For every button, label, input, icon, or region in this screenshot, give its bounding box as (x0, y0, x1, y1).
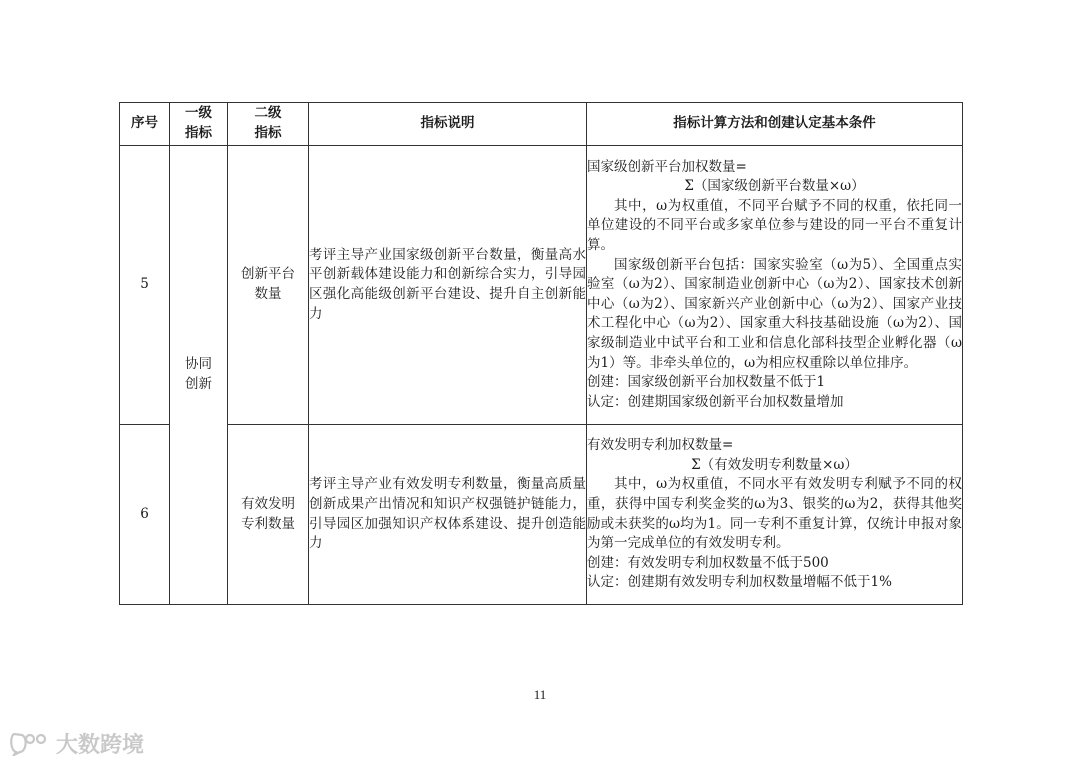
confirm-condition: 认定：创建期有效发明专利加权数量增幅不低于1% (587, 574, 892, 591)
level1-group-cell (170, 146, 228, 605)
header-level1-line1: 一级 (185, 105, 212, 122)
level1-group-line2: 创新 (185, 376, 212, 392)
watermark (8, 728, 144, 758)
create-condition: 创建：国家级创新平台加权数量不低于1 (587, 374, 826, 391)
table-header-row (120, 103, 963, 146)
table-row (120, 146, 963, 425)
formula-title: 国家级创新平台加权数量= (587, 158, 747, 175)
calculation-cell (587, 425, 963, 605)
formula: Σ（国家级创新平台数量×ω） (684, 178, 865, 195)
page-number: 11 (533, 687, 547, 702)
description-cell: 考评主导产业国家级创新平台数量，衡量高水平创新载体建设能力和创新综合实力，引导园区强化高能级创新平台建设、提升自主创新能力 (309, 146, 587, 425)
row-seq: 6 (120, 425, 170, 605)
level2-line2: 专利数量 (241, 515, 295, 532)
header-level2 (228, 103, 309, 146)
level2-cell (228, 146, 309, 425)
level1-group-line1: 协同 (185, 356, 212, 373)
weight-explanation: 其中，ω为权重值，不同水平有效发明专利赋予不同的权重，获得中国专利奖金奖的ω为3、银奖的ω为2，获得其他奖励或未获奖的ω均为1。同一专利不重复计算，仅统计申报对象为第一完成单位的有效发明专利。 (587, 476, 962, 552)
header-level1-line2: 指标 (185, 125, 212, 141)
level2-cell (228, 425, 309, 605)
level2-line1: 创新平台 (241, 266, 295, 283)
header-level1 (170, 103, 228, 146)
description-cell: 考评主导产业有效发明专利数量，衡量高质量创新成果产出情况和知识产权强链护链能力，引导园区加强知识产权体系建设、提升创造能力 (309, 425, 587, 605)
formula-title: 有效发明专利加权数量= (587, 437, 734, 454)
formula: Σ（有效发明专利数量×ω） (691, 456, 858, 473)
calculation-cell (587, 146, 963, 425)
header-calc: 指标计算方法和创建认定基本条件 (587, 103, 963, 146)
platform-list: 国家级创新平台包括：国家实验室（ω为5）、全国重点实验室（ω为2）、国家制造业创新中心（ω为2）、国家技术创新中心（ω为2）、国家新兴产业创新中心（ω为2）、国家产业技术工程化中心（ω为2）、国家重大科技基础设施（ω为2）、国家级制造业中试平台和工业和信息化部科技型企业孵化器（ω为1）等。非牵头单位的，ω为相应权重除以单位排序。 (587, 256, 962, 371)
header-level2-line1: 二级 (254, 105, 282, 122)
row-seq: 5 (120, 146, 170, 425)
indicator-table (119, 102, 963, 605)
watermark-text: 大数跨境 (56, 732, 145, 758)
header-seq: 序号 (120, 103, 170, 146)
level2-line1: 有效发明 (241, 495, 295, 512)
create-condition: 创建：有效发明专利加权数量不低于500 (587, 554, 829, 571)
header-level2-line2: 指标 (254, 125, 282, 141)
chat-bubble-logo-icon (8, 730, 52, 756)
weight-explanation: 其中，ω为权重值，不同平台赋予不同的权重，依托同一单位建设的不同平台或多家单位参与建设的同一平台不重复计算。 (587, 197, 962, 254)
table-row (120, 425, 963, 605)
confirm-condition: 认定：创建期国家级创新平台加权数量增加 (587, 393, 844, 410)
level2-line2: 数量 (254, 286, 282, 302)
header-desc: 指标说明 (309, 103, 587, 146)
